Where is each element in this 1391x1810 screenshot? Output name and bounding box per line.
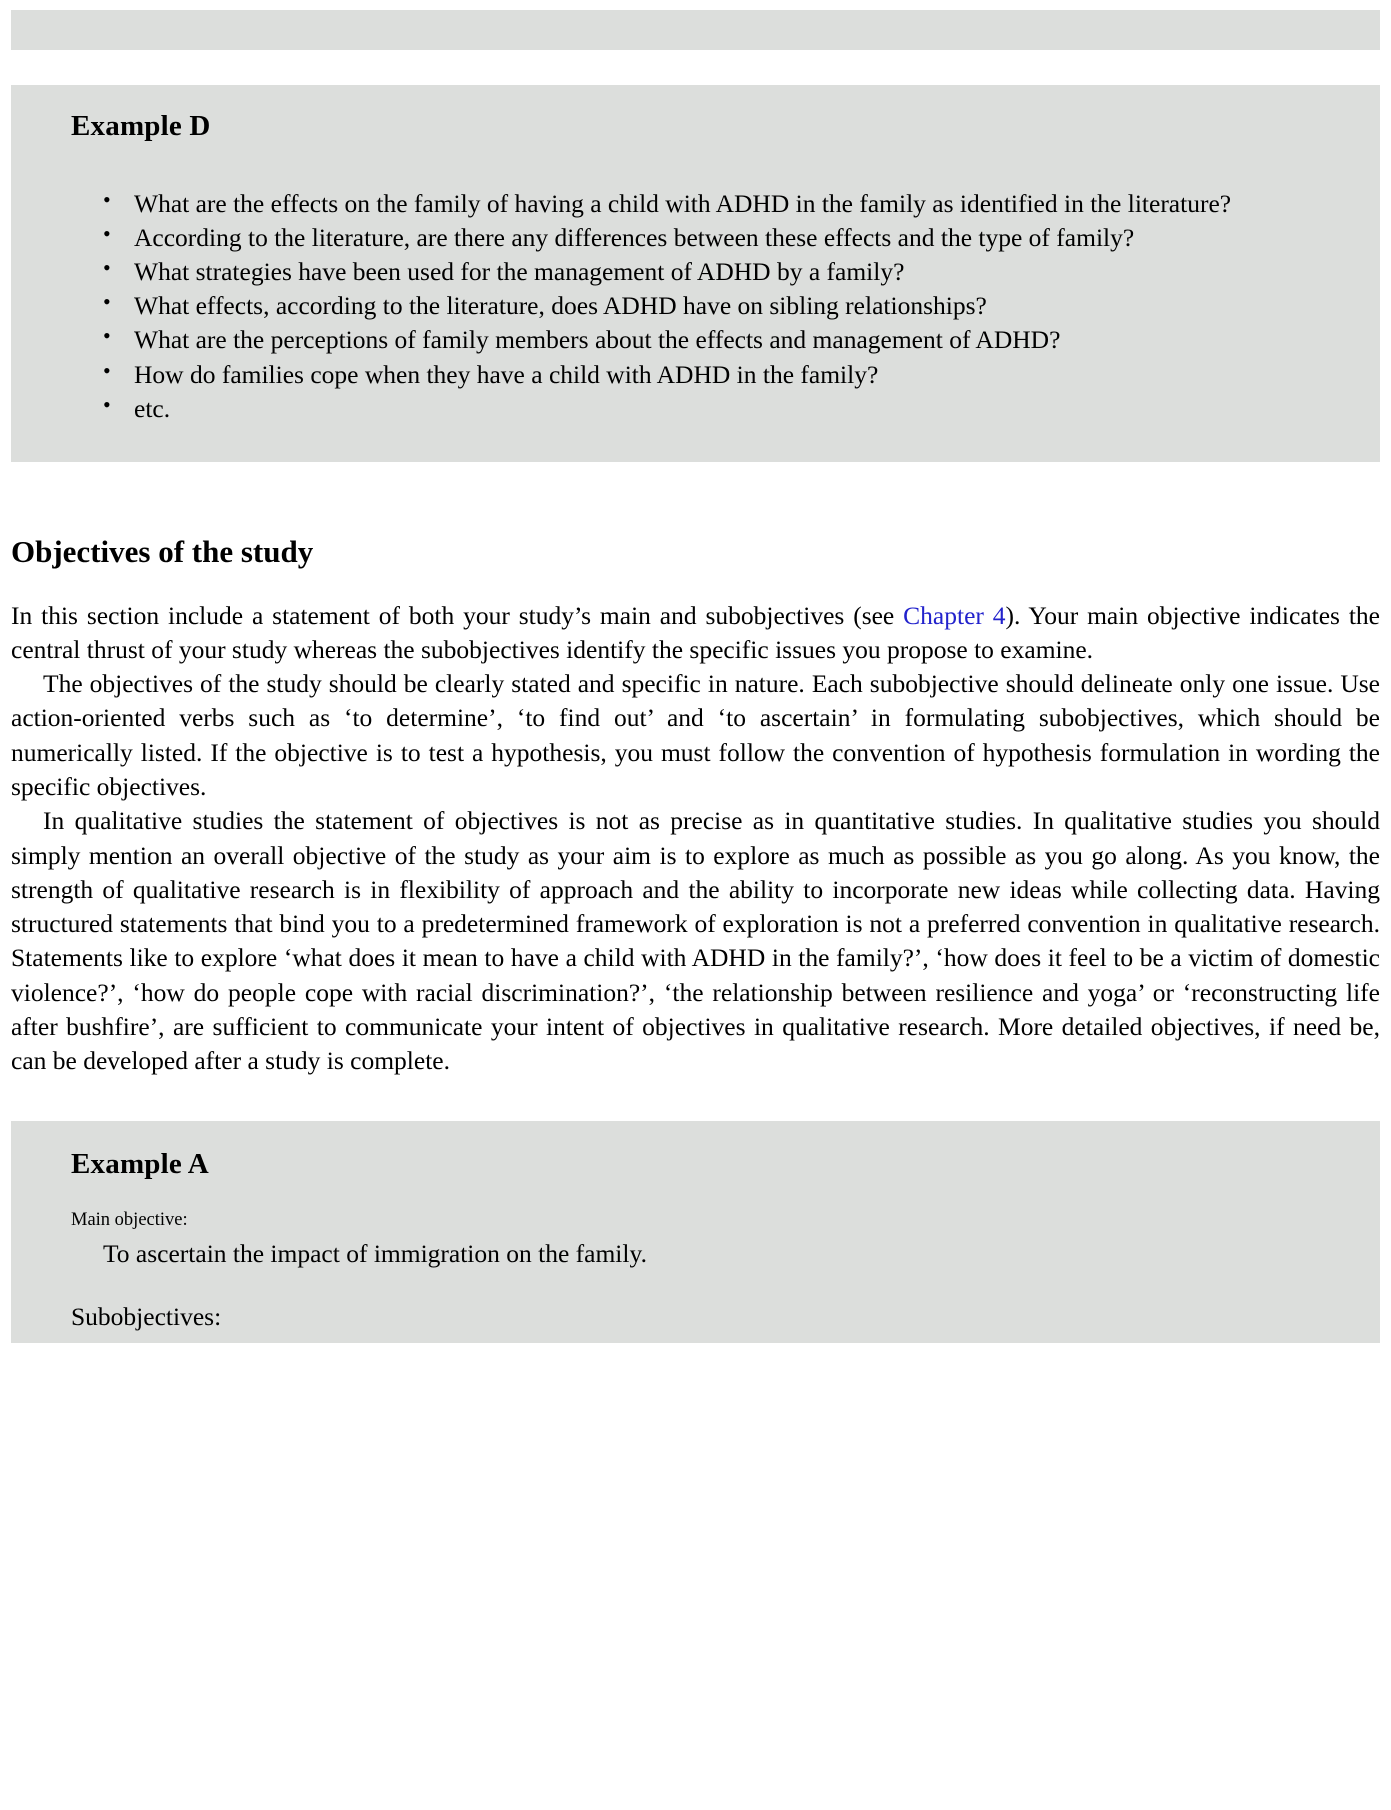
example-a-box [11,1121,1380,1343]
example-d-question-list [45,187,1346,425]
list-item: • etc. [103,392,1346,425]
section-body [11,599,1380,1079]
main-objective-label: Main objective: [71,1209,188,1230]
list-item: • What strategies have been used for the management of ADHD by a family? [103,255,1346,288]
spacer [0,1079,1391,1121]
example-a-title: Example A [71,1147,209,1180]
paragraph-1 [11,599,1380,668]
document-page [0,10,1391,1810]
main-objective-text: To ascertain the impact of immigration on the family. [103,1238,647,1268]
paragraph-1-part-b: ). Your main objective indicates the central thrust of your study whereas the subobjectives identify the specific issues you propose to examine. [11,600,1380,664]
list-item: • How do families cope when they have a child with ADHD in the family? [103,358,1346,391]
example-d-title: Example D [71,110,211,142]
list-item: • What are the perceptions of family members about the effects and management of ADHD? [103,323,1346,356]
paragraph-1-part-a: In this section include a statement of both your study’s main and subobjectives (see [11,600,904,630]
previous-section-shaded-strip [11,10,1380,50]
subobjectives-label: Subobjectives: [71,1301,222,1331]
list-item: • According to the literature, are there any differences between these effects and the type of family? [103,221,1346,254]
list-item: • What effects, according to the literature, does ADHD have on sibling relationships? [103,289,1346,322]
paragraph-3: In qualitative studies the statement of objectives is not as precise as in quantitative studies. In qualitative studies you should simply mention an overall objective of the study as your aim is to explore as much as possible as you go along. As you know, the strength of qualitative research is in flexibility of approach and the ability to incorporate new ideas while collecting data. Having structured statements that bind you to a predetermined framework of exploration is not a preferred convention in qualitative research. Statements like to explore ‘what does it mean to have a child with ADHD in the family?’, ‘how does it feel to be a victim of domestic violence?’, ‘how do people cope with racial discrimination?’, ‘the relationship between resilience and yoga’ or ‘reconstructing life after bushfire’, are sufficient to communicate your intent of objectives in qualitative research. More detailed objectives, if need be, can be developed after a study is complete. [11,806,1380,1076]
paragraph-2: The objectives of the study should be clearly stated and specific in nature. Each subobjective should delineate only one issue. Use action-oriented verbs such as ‘to determine’, ‘to find out’ and ‘to ascertain’ in formulating subobjectives, which should be numerically listed. If the objective is to test a hypothesis, you must follow the convention of hypothesis formulation in wording the specific objectives. [11,669,1380,801]
example-d-box [11,85,1380,462]
page-title: Objectives of the study [11,533,314,569]
list-item: • What are the effects on the family of having a child with ADHD in the family as identified in the literature? [103,187,1346,220]
chapter-4-link[interactable]: Chapter 4 [903,600,1006,630]
